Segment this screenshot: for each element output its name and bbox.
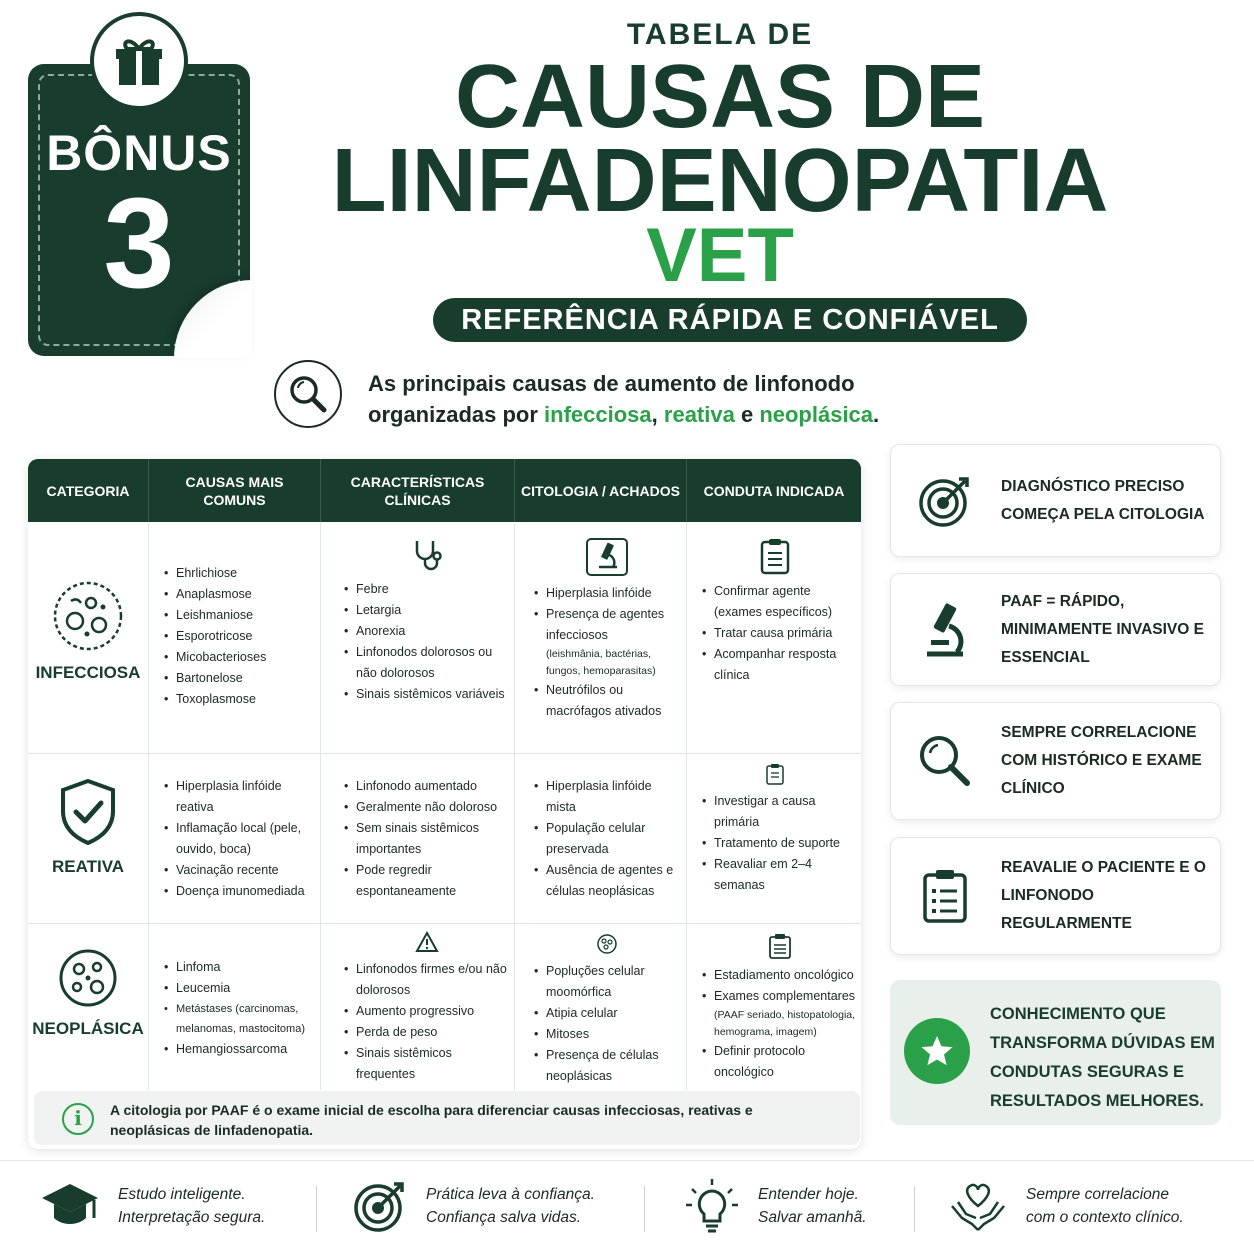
list-item: • Sinais sistêmicos frequentes [342,1043,512,1085]
cytology-cell [532,776,682,902]
list-item: • Toxoplasmose [162,689,316,710]
card-text: REAVALIE O PACIENTE E O LINFONODO REGULARMENTE [1001,859,1206,932]
warning-icon [415,931,439,953]
list-item: • Ausência de agentes e células neoplásicas [532,860,682,902]
intro-neoplasica: neoplásica [759,402,874,427]
category-label: INFECCIOSA [35,663,141,682]
footer-separator [644,1186,645,1232]
list-item: • Letargia [342,600,512,621]
list-item: • Vacinação recente [162,860,316,881]
footer-line-1: Entender hoje. [758,1186,859,1203]
footer-item [40,1176,265,1236]
title-line-2: LINFADENOPATIA [331,131,1109,231]
intro-text [368,368,928,430]
card-text: PAAF = RÁPIDO, MINIMAMENTE INVASIVO E ESSENCIAL [1001,592,1204,666]
list-item: • Linfonodos firmes e/ou não dolorosos [342,959,512,1001]
list-item: • Pode regredir espontaneamente [342,860,512,902]
footer-line-1: Sempre correlacione [1026,1186,1170,1203]
header-citologia: CITOLOGIA / ACHADOS [514,459,686,522]
row-divider [28,923,861,924]
list-item: • Presença de células neoplásicas [532,1045,682,1087]
intro-separator: , [651,402,664,427]
column-divider [320,522,321,1090]
cytology-cell [532,537,682,722]
card-text: SEMPRE CORRELACIONE COM HISTÓRICO E EXAME CLÍNICO [1001,724,1202,797]
header-caracteristicas: CARACTERÍSTICAS CLÍNICAS [320,459,514,522]
footer-text [1026,1183,1184,1229]
causes-cell [162,957,316,1060]
list-item: • Popluções celular moomórfica [532,961,682,1003]
list-item: • Leishmaniose [162,605,316,626]
clinical-cell [342,537,512,705]
tip-card [890,837,1221,955]
list-item-text: Presença de agentes infecciosos [546,607,665,642]
intro-infecciosa: infecciosa [544,402,652,427]
conduct-cell [700,933,860,1083]
category-neoplasica [28,947,148,1039]
list-item: • Febre [342,579,512,600]
list-item: • Hiperplasia linfóide [532,583,682,604]
column-divider [148,522,149,1090]
category-infecciosa [28,579,148,683]
intro-line-1: As principais causas de aumento de linfonodo [368,371,855,396]
causes-table [28,459,861,1149]
magnifier-icon [274,360,342,428]
list-item: • Linfonodo aumentado [342,776,512,797]
list-item: • Acompanhar resposta clínica [700,644,850,686]
list-item: • Leucemia [162,978,316,999]
list-item: • Estadiamento oncológico [700,965,860,986]
footer-item [684,1176,867,1236]
list-item: • Confirmar agente (exames específicos) [700,581,850,623]
info-text: A citologia por PAAF é o exame inicial de escolha para diferenciar causas infecciosas, reativas e neoplásicas de linfadenopatia. [110,1102,753,1138]
footer-divider [0,1160,1254,1161]
card-text: DIAGNÓSTICO PRECISO COMEÇA PELA CITOLOGIA [1001,477,1205,523]
badge-word: BÔNUS [46,125,232,181]
category-label: NEOPLÁSICA [32,1019,144,1038]
footer-text [426,1183,595,1229]
highlight-text: CONHECIMENTO QUE TRANSFORMA DÚVIDAS EM CONDUTAS SEGURAS E RESULTADOS MELHORES. [990,1005,1215,1110]
footer-line-2: Confiança salva vidas. [426,1209,582,1226]
cytology-cell [532,933,682,1087]
microscope-icon [585,537,629,577]
graduation-cap-icon [40,1180,100,1232]
footer-item [948,1176,1184,1236]
gift-icon [90,12,188,110]
list-item: • Hiperplasia linfóide reativa [162,776,316,818]
info-bar [34,1091,860,1145]
clipboard-icon [768,933,792,959]
shield-check-icon [57,777,119,847]
row-divider [28,753,861,754]
list-item-note: (PAAF seriado, histopatologia, hemograma, imagem) [714,1009,856,1038]
list-item: • Bartonelose [162,668,316,689]
header-causas: CAUSAS MAIS COMUNS [148,459,320,522]
list-item: • Sem sinais sistêmicos importantes [342,818,512,860]
footer-text [758,1183,867,1229]
list-item-text: Exames complementares [714,989,856,1003]
conduct-cell [700,537,850,686]
causes-cell [162,776,316,902]
list-item: • Reavaliar em 2–4 semanas [700,854,850,896]
magnifier-icon [917,733,973,789]
clipboard-icon [765,763,785,785]
list-item: • Anaplasmose [162,584,316,605]
list-item [532,604,682,680]
badge-number: 3 [103,172,175,315]
list-item: • Doença imunomediada [162,881,316,902]
clinical-cell [342,776,512,902]
list-item-note: (leishmânia, bactérias, fungos, hemoparasitas) [546,648,656,677]
list-item: • Definir protocolo oncológico [700,1041,860,1083]
title-vet: VET [646,213,794,298]
list-item: • Linfonodos dolorosos ou não dolorosos [342,642,512,684]
header-categoria: CATEGORIA [46,482,130,499]
list-item: • Micobacterioses [162,647,316,668]
table-header [28,459,861,522]
tip-card [890,573,1221,686]
intro-period: . [873,402,880,427]
footer-separator [316,1186,317,1232]
list-item: • Esporotricose [162,626,316,647]
list-item: • Sinais sistêmicos variáveis [342,684,512,705]
list-item: • Inflamação local (pele, ouvido, boca) [162,818,316,860]
footer-text [118,1183,265,1229]
list-item: • Investigar a causa primária [700,791,850,833]
list-item: • Perda de peso [342,1022,512,1043]
stethoscope-icon [409,537,445,573]
list-item: • Neutrófilos ou macrófagos ativados [532,680,682,722]
list-item: • Anorexia [342,621,512,642]
target-icon [917,473,973,529]
star-icon [904,1018,970,1084]
microscope-icon [917,602,973,658]
header-conduta: CONDUTA INDICADA [686,459,861,522]
pathogen-cell-icon [51,579,125,653]
footer-separator [914,1186,915,1232]
list-item: • Mitoses [532,1024,682,1045]
tip-card [890,702,1221,820]
list-item: • Aumento progressivo [342,1001,512,1022]
footer-line-2: com o contexto clínico. [1026,1209,1184,1226]
footer-line-1: Estudo inteligente. [118,1186,246,1203]
category-label: REATIVA [51,857,125,876]
tumor-cell-icon [57,947,119,1009]
lightbulb-icon [684,1177,740,1235]
list-item: • Ehrlichiose [162,563,316,584]
list-item: • Atipia celular [532,1003,682,1024]
tip-card [890,444,1221,557]
clinical-cell [342,931,512,1085]
heart-hands-icon [948,1178,1008,1234]
list-item: • População celular preservada [532,818,682,860]
list-item: • Linfoma [162,957,316,978]
list-item: • Metástases (carcinomas, melanomas, mastocitoma) [162,999,316,1039]
list-item: • Hemangiossarcoma [162,1039,316,1060]
list-item: • Tratar causa primária [700,623,850,644]
category-reativa [28,777,148,877]
footer-line-2: Interpretação segura. [118,1209,266,1226]
intro-and: e [734,402,760,427]
target-icon [352,1178,408,1234]
title-small: TABELA DE [626,18,814,51]
title-line-1: CAUSAS DE [454,47,986,147]
column-divider [514,522,515,1090]
footer-item [352,1176,595,1236]
intro-reativa: reativa [663,402,735,427]
list-item: • Geralmente não doloroso [342,797,512,818]
clipboard-icon [917,868,973,924]
footer-line-1: Prática leva à confiança. [426,1186,595,1203]
list-item: • Hiperplasia linfóide mista [532,776,682,818]
list-item: • Tratamento de suporte [700,833,850,854]
subtitle-pill: REFERÊNCIA RÁPIDA E CONFIÁVEL [433,298,1027,342]
list-item [700,986,860,1041]
footer-line-2: Salvar amanhã. [758,1209,867,1226]
cell-cluster-icon [596,933,618,955]
intro-line-2 [368,399,928,430]
info-icon: i [62,1103,94,1135]
conduct-cell [700,763,850,896]
causes-cell [162,563,316,710]
highlight-card [890,980,1221,1125]
clipboard-icon [759,537,791,575]
intro-line-2-prefix: organizadas por [368,402,545,427]
column-divider [686,522,687,1090]
